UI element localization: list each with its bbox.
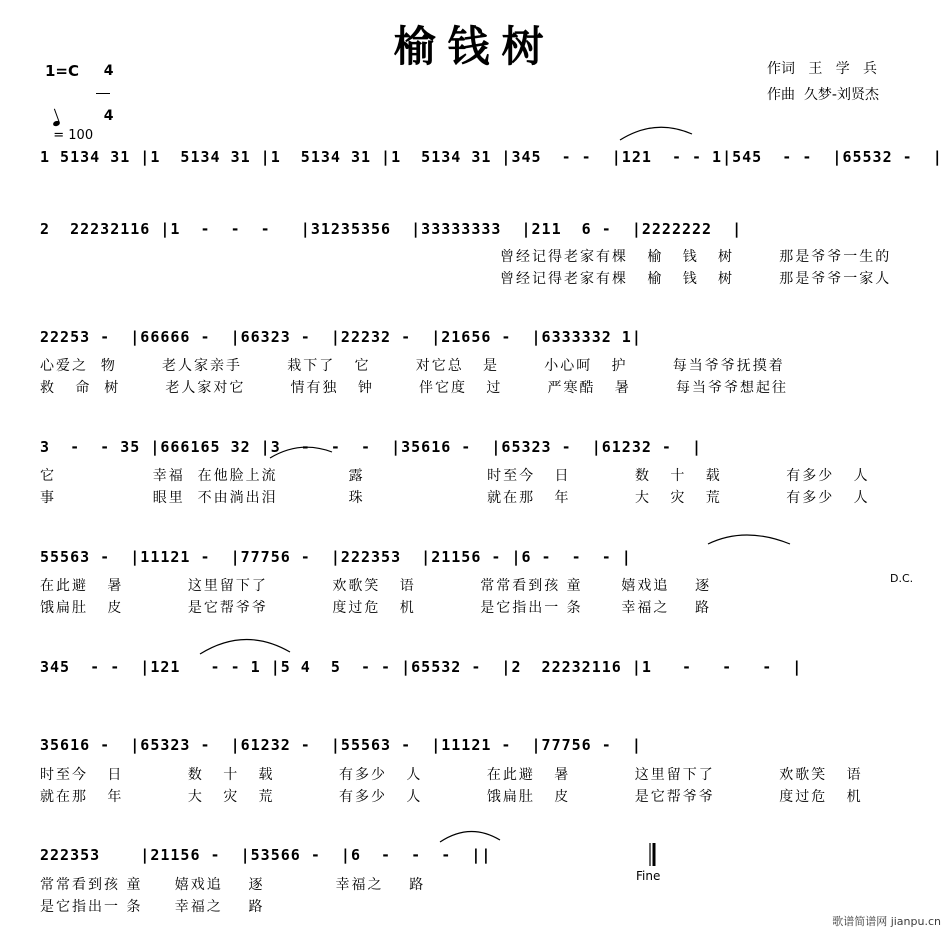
music-row-4: 3 - - 35 |666165 32 |3 - - - |35616 - |65323 - |61232 - | xyxy=(40,438,703,456)
song-title: 榆钱树 xyxy=(393,22,556,71)
time-signature-top: 4 xyxy=(103,63,114,79)
slur-tie xyxy=(270,447,332,458)
music-row-3: 22253 - |66666 - |66323 - |22232 - |21656 - |6333332 1| xyxy=(40,328,642,346)
lyricist-credit: 作词 王 学 兵 xyxy=(767,61,878,77)
lyric-row-4-verse-1: 它 幸福 在他脸上流 露 时至今 日 数 十 载 有多少 人 xyxy=(40,468,870,484)
music-row-5: 55563 - |11121 - |77756 - |222353 |21156 - |6 - - - | xyxy=(40,548,632,566)
lyric-row-2-verse-1: 曾经记得老家有棵 榆 钱 树 那是爷爷一生的 xyxy=(500,249,892,265)
lyric-row-2-verse-2: 曾经记得老家有棵 榆 钱 树 那是爷爷一家人 xyxy=(500,271,892,287)
lyric-row-5-verse-2: 饿扁肚 皮 是它帮爷爷 度过危 机 是它指出一 条 幸福之 路 xyxy=(40,600,712,616)
lyric-row-3-verse-2: 救 命 树 老人家对它 情有独 钟 伴它度 过 严寒酷 暑 每当爷爷想起往 xyxy=(40,380,789,396)
music-row-2: 2 22232116 |1 - - - |31235356 |33333333 |211 6 - |2222222 | xyxy=(40,220,743,238)
music-row-1: 1 5134 31 |1 5134 31 |1 5134 31 |1 5134 31 |345 - - |121 - - 1|545 - - |65532 - | xyxy=(40,148,943,166)
watermark: 歌谱简谱网 jianpu.cn xyxy=(832,915,941,928)
lyric-row-3-verse-1: 心爱之 物 老人家亲手 栽下了 它 对它总 是 小心呵 护 每当爷爷抚摸着 xyxy=(40,358,785,374)
slur-tie xyxy=(620,127,692,140)
slur-tie xyxy=(200,639,290,654)
lyric-row-5-verse-1: 在此避 暑 这里留下了 欢歌笑 语 常常看到孩 童 嬉戏追 逐 xyxy=(40,578,712,594)
slur-tie xyxy=(440,831,500,842)
dc-marking: D.C. xyxy=(890,572,914,585)
time-signature-bottom: 4 xyxy=(103,108,114,124)
lyric-row-7-verse-2: 就在那 年 大 灾 荒 有多少 人 饿扁肚 皮 是它帮爷爷 度过危 机 xyxy=(40,789,863,805)
lyric-row-8-verse-1: 常常看到孩 童 嬉戏追 逐 幸福之 路 xyxy=(40,877,426,893)
music-row-6: 345 - - |121 - - 1 |5 4 5 - - |65532 - |2 22232116 |1 - - - | xyxy=(40,658,803,676)
composer-credit: 作曲 久梦-刘贤杰 xyxy=(767,87,879,103)
key-signature: 1=C xyxy=(45,62,80,80)
lyric-row-7-verse-1: 时至今 日 数 十 载 有多少 人 在此避 暑 这里留下了 欢歌笑 语 xyxy=(40,767,863,783)
music-row-8: 222353 |21156 - |53566 - |6 - - - || xyxy=(40,846,492,864)
slur-tie xyxy=(708,535,790,544)
lyric-row-8-verse-2: 是它指出一 条 幸福之 路 xyxy=(40,899,265,915)
fine-marking: Fine xyxy=(636,869,661,883)
lyric-row-4-verse-2: 事 眼里 不由淌出泪 珠 就在那 年 大 灾 荒 有多少 人 xyxy=(40,490,870,506)
tempo-value: = 100 xyxy=(53,128,94,143)
music-row-7: 35616 - |65323 - |61232 - |55563 - |11121 - |77756 - | xyxy=(40,736,642,754)
